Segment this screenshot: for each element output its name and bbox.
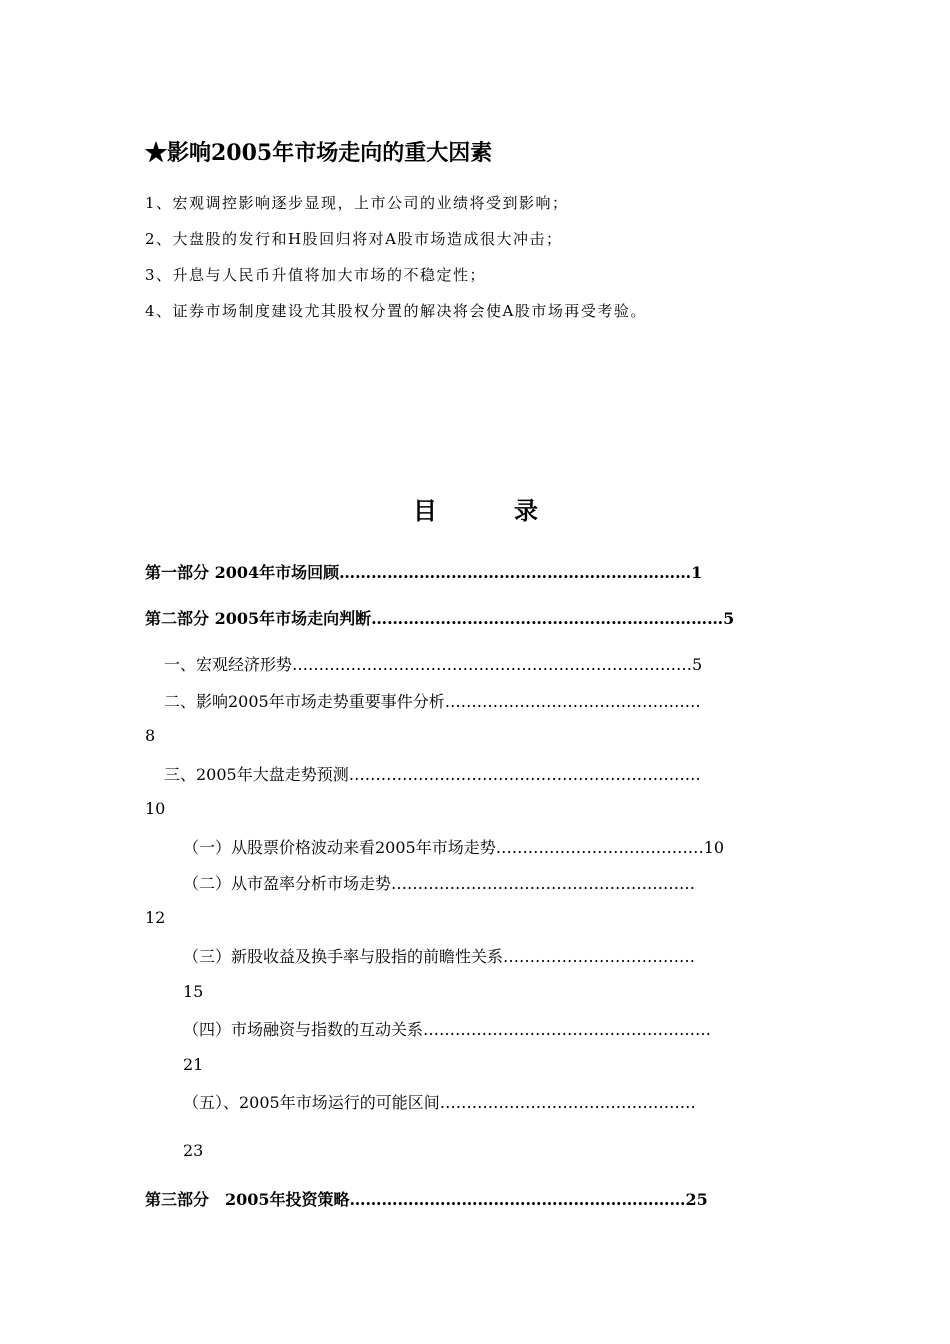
toc-leader-dots: ………………………………………………………… <box>371 609 724 628</box>
toc-entry-text: （二）从市盈率分析市场走势 <box>183 874 392 893</box>
toc-leader-dots: ……………………………………………… <box>423 1020 712 1039</box>
toc-page-number: 23 <box>183 1141 204 1160</box>
toc-page-number: 1 <box>691 563 703 582</box>
toc-entry-text: （五）、2005年市场运行的可能区间 <box>183 1093 440 1112</box>
toc-leader-dots: ……………………………… <box>503 947 696 966</box>
factor-item-2: 2、大盘股的发行和H股回归将对A股市场造成很大冲击； <box>145 230 563 248</box>
toc-page-number: 5 <box>723 609 735 628</box>
toc-entry-5[interactable] <box>164 762 701 785</box>
toc-entry-10[interactable] <box>183 1090 696 1113</box>
toc-entry-11[interactable] <box>145 1187 708 1210</box>
toc-leader-dots: ………………………………………………… <box>391 874 696 893</box>
toc-entry-text: 二、影响2005年市场走势重要事件分析 <box>164 692 445 711</box>
factor-item-4: 4、证券市场制度建设尤其股权分置的解决将会使A股市场再受考验。 <box>145 302 647 320</box>
toc-page-number: 15 <box>183 982 204 1001</box>
toc-entry-8[interactable] <box>183 944 695 967</box>
toc-title-right: 录 <box>514 496 538 525</box>
toc-entry-text: （四）市场融资与指数的互动关系 <box>183 1020 424 1039</box>
factor-item-3: 3、升息与人民币升值将加大市场的不稳定性； <box>145 266 487 284</box>
toc-leader-dots: ………………………………… <box>495 838 704 857</box>
toc-leader-dots: ………………………………………………………………… <box>292 655 693 674</box>
factor-item-1: 1、宏观调控影响逐步显现，上市公司的业绩将受到影响； <box>145 194 569 212</box>
toc-entry-text: 第三部分 2005年投资策略 <box>145 1190 350 1209</box>
toc-entry-text: （三）新股收益及换手率与股指的前瞻性关系 <box>183 947 504 966</box>
toc-entry-6[interactable] <box>183 835 724 858</box>
toc-entry-text: 第一部分 2004年市场回顾 <box>145 563 340 582</box>
toc-entry-3[interactable] <box>164 652 702 675</box>
toc-page-number: 5 <box>692 655 703 674</box>
toc-leader-dots: ………………………………………… <box>444 692 701 711</box>
toc-leader-dots: ………………………………………… <box>439 1093 696 1112</box>
toc-leader-dots: ………………………………………………………… <box>339 563 692 582</box>
toc-entry-text: 一、宏观经济形势 <box>164 655 293 674</box>
toc-page-number: 10 <box>145 799 166 818</box>
toc-entry-7[interactable] <box>183 871 695 894</box>
toc-leader-dots: ………………………………………………………… <box>348 765 701 784</box>
toc-entry-text: 第二部分 2005年市场走向判断 <box>145 609 372 628</box>
toc-page-number: 12 <box>145 908 166 927</box>
factors-heading: ★影响2005年市场走向的重大因素 <box>145 140 493 166</box>
toc-leader-dots: ……………………………………………………… <box>349 1190 686 1209</box>
toc-entry-text: 三、2005年大盘走势预测 <box>164 765 349 784</box>
toc-entry-2[interactable] <box>145 606 734 629</box>
toc-page-number: 21 <box>183 1055 204 1074</box>
toc-title-left: 目 <box>413 496 437 525</box>
toc-entry-9[interactable] <box>183 1017 711 1040</box>
toc-entry-4[interactable] <box>164 689 701 712</box>
toc-entry-text: （一）从股票价格波动来看2005年市场走势 <box>183 838 496 857</box>
toc-page-number: 10 <box>703 838 725 857</box>
toc-page-number: 8 <box>145 726 156 745</box>
toc-page-number: 25 <box>685 1190 708 1209</box>
toc-entry-1[interactable] <box>145 560 702 583</box>
